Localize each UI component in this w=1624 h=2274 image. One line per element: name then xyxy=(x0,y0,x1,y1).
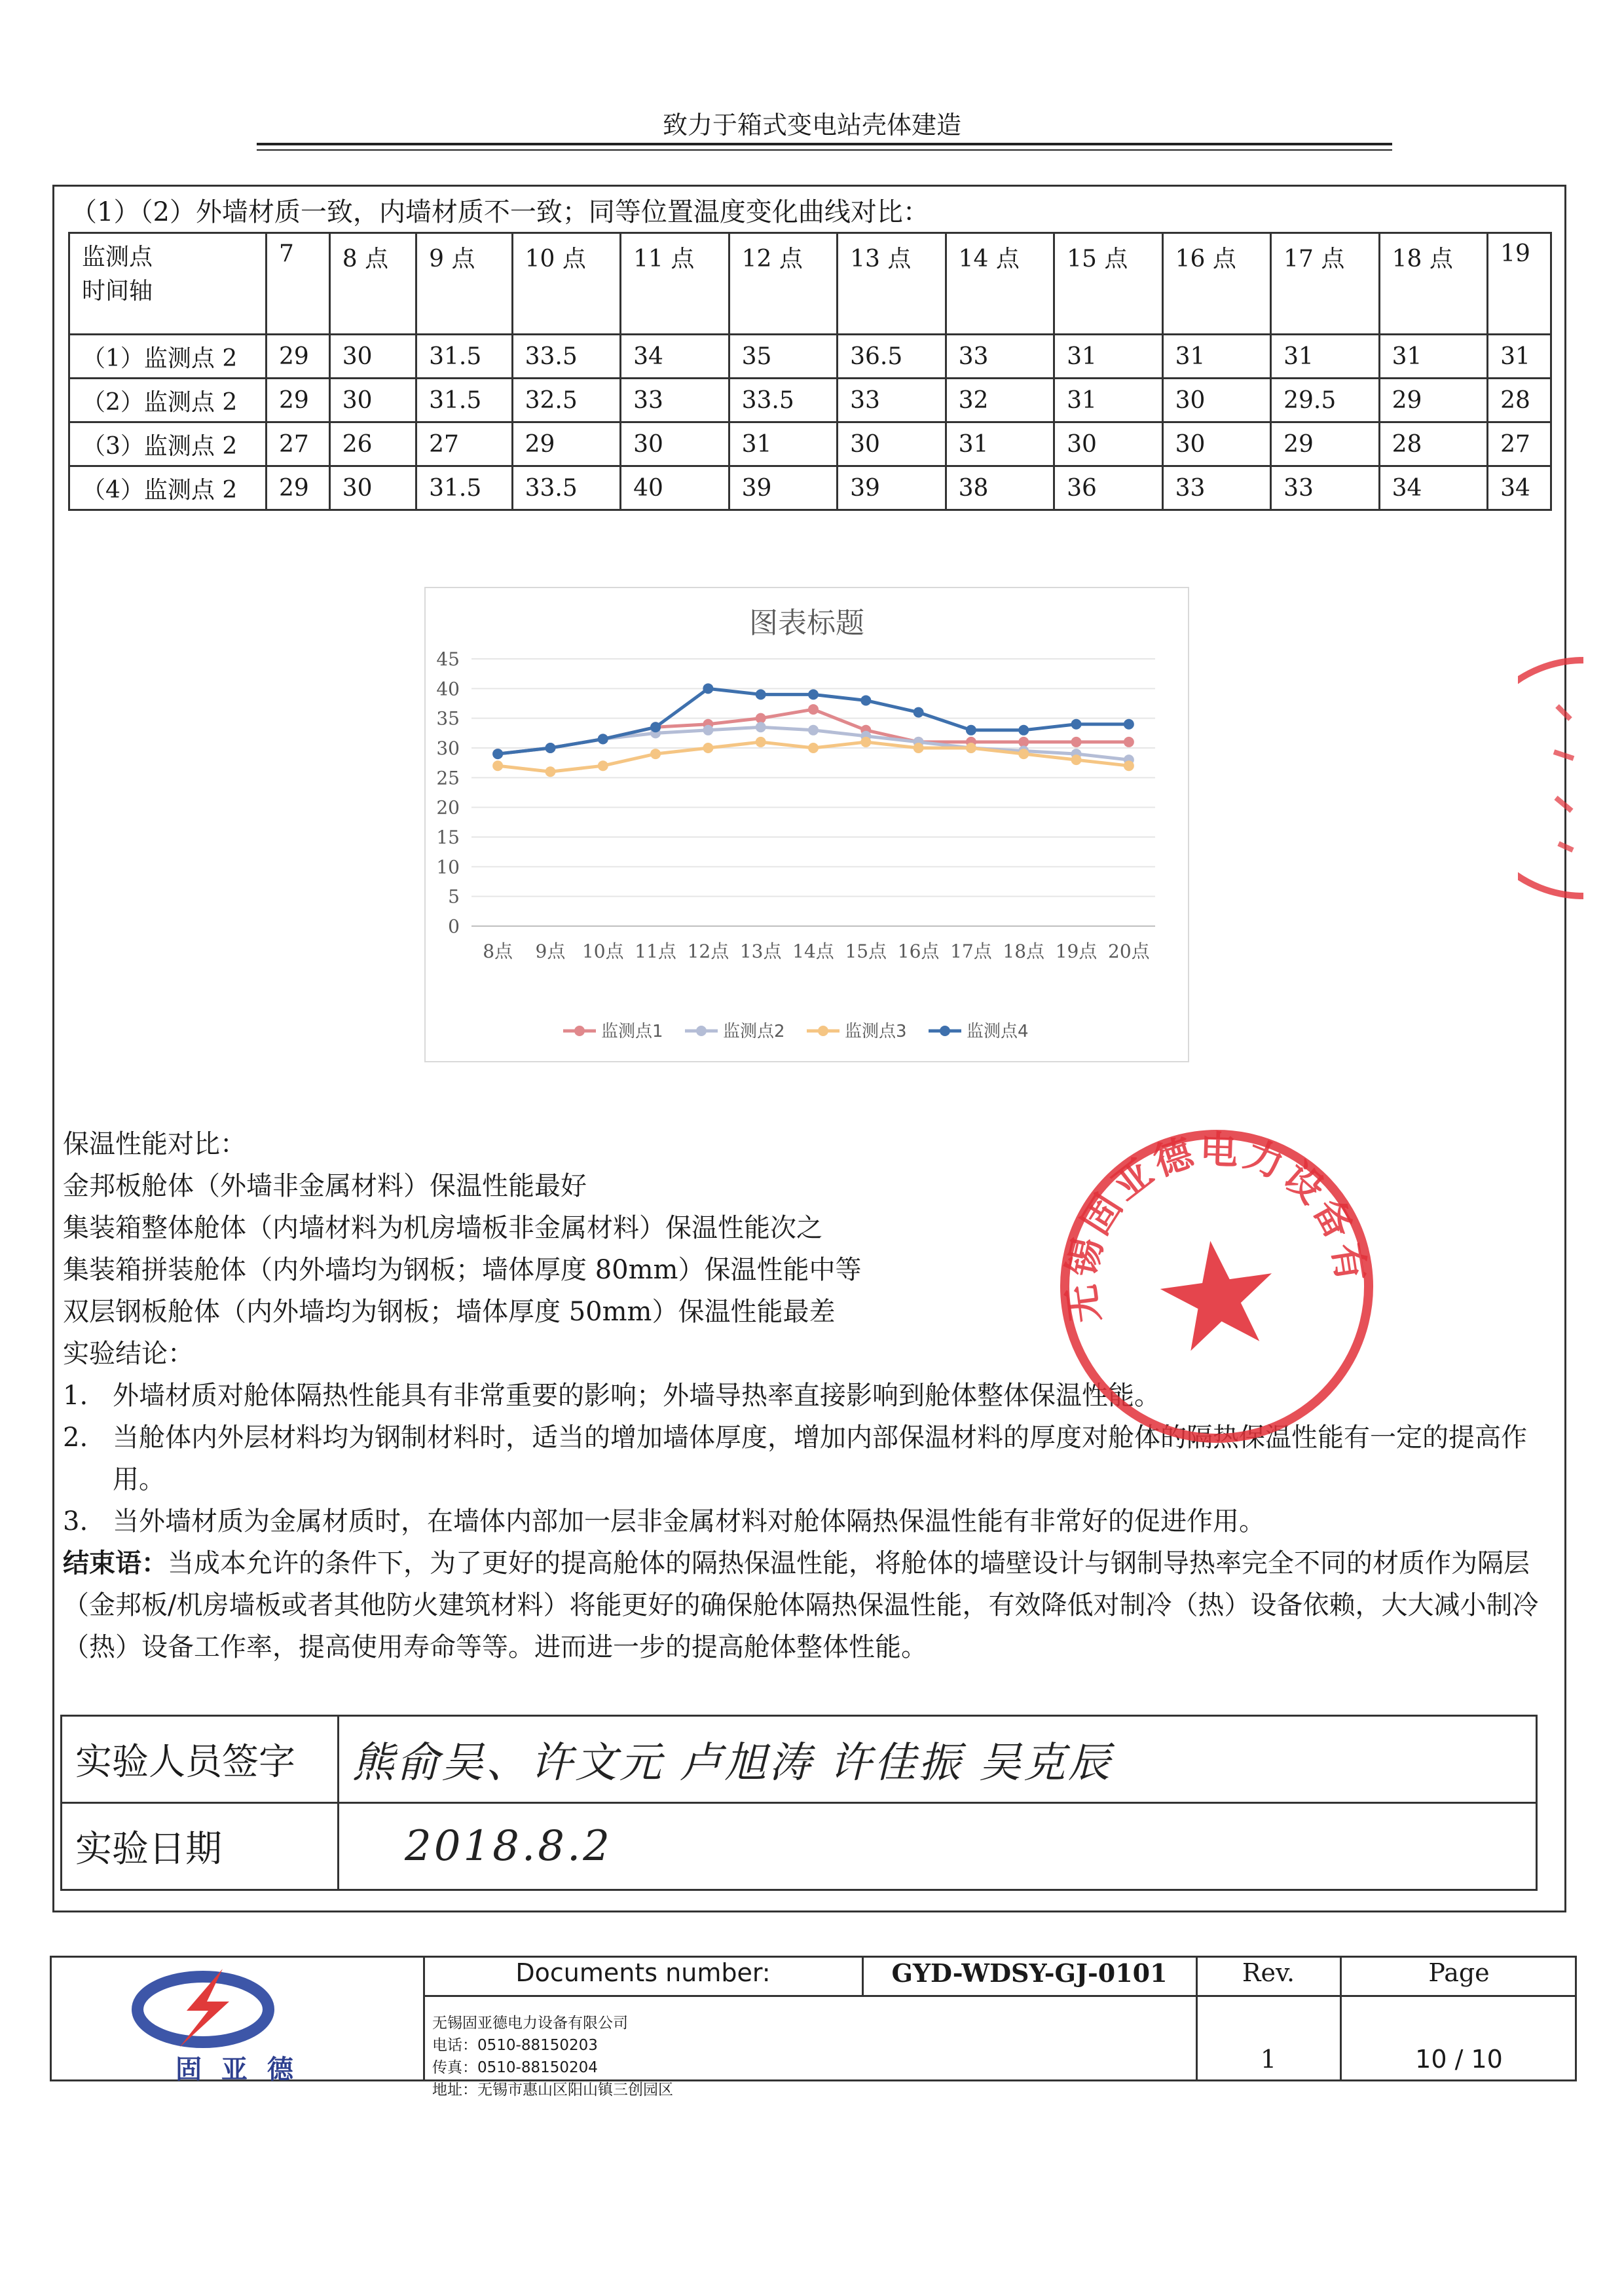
table-cell: 30 xyxy=(329,466,416,510)
data-point xyxy=(1124,760,1134,771)
column-header: 9 点 xyxy=(416,233,513,335)
table-cell: 31 xyxy=(1054,379,1163,422)
table-cell: 29.5 xyxy=(1271,379,1380,422)
data-point xyxy=(756,713,766,724)
temperature-table xyxy=(68,232,1552,511)
data-point xyxy=(1018,737,1029,747)
y-tick-label: 35 xyxy=(436,707,460,730)
y-tick-label: 10 xyxy=(436,856,460,878)
closing-remark xyxy=(63,1542,1562,1668)
comparison-line: 集装箱整体舱体（内墙材料为机房墙板非金属材料）保温性能次之 xyxy=(63,1213,822,1243)
conclusion-heading: 实验结论： xyxy=(63,1339,194,1369)
data-point xyxy=(1124,719,1134,730)
table-corner xyxy=(69,233,267,335)
column-header: 8 点 xyxy=(329,233,416,335)
table-row xyxy=(69,379,1551,422)
chart-title: 图表标题 xyxy=(749,606,864,640)
x-tick-label: 12点 xyxy=(687,941,729,962)
comparison-line: 集装箱拼装舱体（内外墙均为钢板；墙体厚度 80mm）保温性能中等 xyxy=(63,1255,862,1285)
footer-phone: 电话：0510-88150203 xyxy=(432,2037,598,2054)
table-row xyxy=(69,422,1551,466)
x-tick-label: 18点 xyxy=(1003,941,1045,962)
table-cell: 31 xyxy=(729,422,838,466)
row-label: （2）监测点 2 xyxy=(69,379,267,422)
documents-label: Documents number: xyxy=(515,1958,771,1987)
data-point xyxy=(966,743,976,753)
x-tick-label: 20点 xyxy=(1108,941,1150,962)
data-point xyxy=(492,749,503,759)
table-cell: 30 xyxy=(329,335,416,379)
table-cell: 27 xyxy=(1488,422,1551,466)
signoff-table xyxy=(60,1715,1538,1891)
table-cell: 33 xyxy=(621,379,729,422)
footer-company-info xyxy=(432,2012,673,2101)
data-point xyxy=(703,725,713,736)
data-point xyxy=(808,689,819,699)
data-point xyxy=(756,722,766,732)
table-cell: 30 xyxy=(1162,379,1271,422)
conclusion-item xyxy=(63,1500,1562,1542)
table-cell: 31 xyxy=(1271,335,1380,379)
data-point xyxy=(913,707,924,718)
rev-value: 1 xyxy=(1260,2045,1277,2074)
item-number: 3. xyxy=(63,1506,88,1537)
comparison-heading: 保温性能对比： xyxy=(63,1129,246,1159)
data-point xyxy=(1018,749,1029,759)
table-cell: 26 xyxy=(329,422,416,466)
data-point xyxy=(650,749,661,759)
data-point xyxy=(1071,737,1082,747)
table-cell: 29 xyxy=(512,422,621,466)
table-cell: 28 xyxy=(1488,379,1551,422)
x-tick-label: 11点 xyxy=(635,941,676,962)
table-cell: 36.5 xyxy=(838,335,946,379)
footer-fax: 传真：0510-88150204 xyxy=(432,2059,598,2076)
table-cell: 33.5 xyxy=(512,466,621,510)
x-tick-label: 13点 xyxy=(739,941,782,962)
table-cell: 36 xyxy=(1054,466,1163,510)
table-cell: 33.5 xyxy=(729,379,838,422)
x-tick-label: 19点 xyxy=(1055,941,1098,962)
data-point xyxy=(545,766,555,777)
table-cell: 33 xyxy=(838,379,946,422)
table-cell: 39 xyxy=(838,466,946,510)
column-header: 11 点 xyxy=(621,233,729,335)
column-header: 14 点 xyxy=(946,233,1054,335)
document-number: GYD-WDSY-GJ-0101 xyxy=(891,1958,1168,1988)
table-cell: 29 xyxy=(267,335,330,379)
table-cell: 31 xyxy=(1162,335,1271,379)
column-header: 18 点 xyxy=(1379,233,1488,335)
legend-marker xyxy=(574,1026,585,1036)
column-header: 16 点 xyxy=(1162,233,1271,335)
column-header: 15 点 xyxy=(1054,233,1163,335)
date-label: 实验日期 xyxy=(62,1803,339,1890)
x-tick-label: 9点 xyxy=(535,941,566,962)
table-cell: 31 xyxy=(1379,335,1488,379)
y-tick-label: 40 xyxy=(436,678,460,700)
data-point xyxy=(492,760,503,771)
table-cell: 30 xyxy=(1162,422,1271,466)
column-header: 17 点 xyxy=(1271,233,1380,335)
legend-marker xyxy=(818,1026,828,1036)
row-label: （1）监测点 2 xyxy=(69,335,267,379)
table-cell: 40 xyxy=(621,466,729,510)
x-tick-label: 8点 xyxy=(483,941,513,962)
page-label: Page xyxy=(1428,1958,1490,1987)
footer-address: 地址：无锡市惠山区阳山镇三创园区 xyxy=(432,2081,673,2098)
item-text: 当外墙材质为金属材质时，在墙体内部加一层非金属材料对舱体隔热保温性能有非常好的促进作用。 xyxy=(113,1506,1265,1537)
date-value xyxy=(339,1803,1537,1890)
column-header: 10 点 xyxy=(512,233,621,335)
table-cell: 30 xyxy=(621,422,729,466)
column-header: 19 xyxy=(1488,233,1551,335)
table-cell: 32 xyxy=(946,379,1054,422)
line-chart xyxy=(424,587,1189,1062)
legend-label: 监测点1 xyxy=(601,1022,663,1041)
data-point xyxy=(860,695,871,705)
data-point xyxy=(598,760,608,771)
table-cell: 33.5 xyxy=(512,335,621,379)
table-cell: 31.5 xyxy=(416,466,513,510)
data-point xyxy=(808,725,819,736)
table-cell: 27 xyxy=(267,422,330,466)
company-logo-icon xyxy=(124,1964,282,2049)
x-tick-label: 10点 xyxy=(581,941,624,962)
y-tick-label: 30 xyxy=(436,737,460,759)
data-point xyxy=(703,743,713,753)
table-cell: 31 xyxy=(1488,335,1551,379)
seal-text: 无锡固亚德电力设备有限公司 xyxy=(1058,1127,1375,1326)
signers-value xyxy=(339,1716,1537,1803)
data-point xyxy=(808,743,819,753)
x-tick-label: 17点 xyxy=(950,941,992,962)
table-row xyxy=(69,466,1551,510)
page-value: 10 / 10 xyxy=(1415,2045,1503,2074)
chart-svg xyxy=(426,588,1188,1061)
column-header: 13 点 xyxy=(838,233,946,335)
header-rule xyxy=(257,143,1392,145)
company-seal xyxy=(1046,1116,1387,1457)
comparison-line: 双层钢板舱体（内外墙均为钢板；墙体厚度 50mm）保温性能最差 xyxy=(63,1297,836,1327)
corner-time-label: 时间轴 xyxy=(82,278,153,305)
table-cell: 33 xyxy=(1162,466,1271,510)
column-header: 7 xyxy=(267,233,330,335)
chart-series-group xyxy=(492,683,1134,777)
data-point xyxy=(756,689,766,699)
signers-label: 实验人员签字 xyxy=(62,1716,339,1803)
y-tick-label: 20 xyxy=(436,796,460,819)
item-text: 当舱体内外层材料均为钢制材料时，适当的增加墙体厚度，增加内部保温材料的厚度对舱体的隔热保温性能有一定的提高作用。 xyxy=(113,1423,1527,1495)
closing-text: 当成本允许的条件下，为了更好的提高舱体的隔热保温性能，将舱体的墙壁设计与钢制导热率完全不同的材质作为隔层（金邦板/机房墙板或者其他防火建筑材料）将能更好的确保舱体隔热保温性能，有效降低对制冷（热）设备依赖，大大减小制冷（热）设备工作率，提高使用寿命等等。进而进一步的提高舱体整体性能。 xyxy=(63,1548,1539,1662)
table-cell: 34 xyxy=(1488,466,1551,510)
x-tick-label: 15点 xyxy=(845,941,887,962)
legend-label: 监测点4 xyxy=(967,1022,1029,1041)
y-tick-label: 45 xyxy=(436,648,460,670)
table-cell: 35 xyxy=(729,335,838,379)
chart-legend xyxy=(563,1022,1029,1041)
closing-label: 结束语： xyxy=(63,1548,168,1578)
logo-caption: 固 亚 德 xyxy=(175,2055,299,2085)
date-row xyxy=(62,1803,1537,1890)
table-cell: 31.5 xyxy=(416,379,513,422)
data-point xyxy=(1071,755,1082,765)
table-cell: 33 xyxy=(1271,466,1380,510)
table-cell: 30 xyxy=(838,422,946,466)
legend-label: 监测点2 xyxy=(723,1022,785,1041)
table-cell: 27 xyxy=(416,422,513,466)
table-cell: 31 xyxy=(1054,335,1163,379)
table-cell: 29 xyxy=(267,466,330,510)
table-cell: 30 xyxy=(1054,422,1163,466)
data-point xyxy=(756,737,766,747)
data-point xyxy=(1071,719,1082,730)
partial-seal-edge xyxy=(1518,654,1590,903)
table-cell: 34 xyxy=(621,335,729,379)
table-cell: 32.5 xyxy=(512,379,621,422)
legend-marker xyxy=(940,1026,950,1036)
table-cell: 31.5 xyxy=(416,335,513,379)
page-header-title: 致力于箱式变电站壳体建造 xyxy=(662,111,961,140)
chart-y-axis xyxy=(436,648,460,937)
data-point xyxy=(1124,737,1134,747)
table-cell: 34 xyxy=(1379,466,1488,510)
row-label: （4）监测点 2 xyxy=(69,466,267,510)
table-cell: 29 xyxy=(267,379,330,422)
footer-divider xyxy=(423,1995,1577,1997)
table-cell: 29 xyxy=(1379,379,1488,422)
data-point xyxy=(1018,725,1029,736)
handwritten-date: 2018.8.2 xyxy=(405,1822,612,1871)
y-tick-label: 25 xyxy=(436,767,460,789)
legend-marker xyxy=(696,1026,707,1036)
item-number: 1. xyxy=(63,1381,88,1411)
table-cell: 38 xyxy=(946,466,1054,510)
data-point xyxy=(703,683,713,694)
comparison-line: 金邦板舱体（外墙非金属材料）保温性能最好 xyxy=(63,1171,587,1201)
signers-row xyxy=(62,1716,1537,1803)
data-point xyxy=(913,743,924,753)
chart-x-axis xyxy=(483,941,1150,962)
data-point xyxy=(545,743,555,753)
table-cell: 33 xyxy=(946,335,1054,379)
table-cell: 31 xyxy=(946,422,1054,466)
signatures: 熊俞吴、许文元 卢旭涛 许佳振 吴克辰 xyxy=(352,1739,1113,1787)
table-cell: 29 xyxy=(1271,422,1380,466)
item-text: 外墙材质对舱体隔热性能具有非常重要的影响；外墙导热率直接影响到舱体整体保温性能。 xyxy=(113,1381,1160,1411)
column-header: 12 点 xyxy=(729,233,838,335)
header-rule xyxy=(257,149,1392,151)
data-point xyxy=(650,722,661,732)
x-tick-label: 14点 xyxy=(792,941,834,962)
data-point xyxy=(860,737,871,747)
table-cell: 30 xyxy=(329,379,416,422)
item-number: 2. xyxy=(63,1423,88,1453)
corner-monitor-label: 监测点 xyxy=(82,244,153,270)
data-point xyxy=(598,734,608,744)
table-cell: 39 xyxy=(729,466,838,510)
table-row xyxy=(69,335,1551,379)
data-point xyxy=(966,725,976,736)
footer-company: 无锡固亚德电力设备有限公司 xyxy=(432,2015,628,2032)
table-cell: 28 xyxy=(1379,422,1488,466)
y-tick-label: 15 xyxy=(436,827,460,848)
table-intro: （1）（2）外墙材质一致，内墙材质不一致；同等位置温度变化曲线对比： xyxy=(71,197,929,227)
row-label: （3）监测点 2 xyxy=(69,422,267,466)
legend-label: 监测点3 xyxy=(845,1022,907,1041)
y-tick-label: 0 xyxy=(448,916,460,937)
data-point xyxy=(808,704,819,715)
rev-label: Rev. xyxy=(1242,1958,1295,1987)
x-tick-label: 16点 xyxy=(897,941,940,962)
y-tick-label: 5 xyxy=(448,885,460,908)
